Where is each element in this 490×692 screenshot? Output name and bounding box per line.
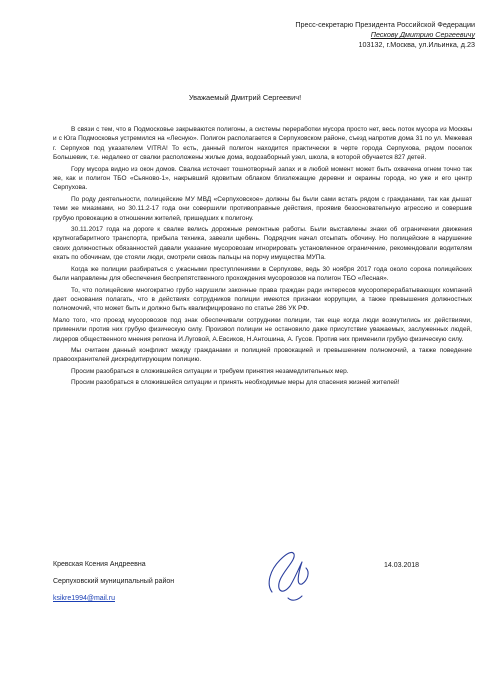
sender-email-row (53, 593, 174, 604)
addressee-address: 103132, г.Москва, ул.Ильинка, д.23 (358, 40, 475, 49)
paragraph-5: Когда же полиции разбираться с ужасными преступлениями в Серпухове, ведь 30 ноября 2017 года около сорока полицейских были направлены для обеспечения беспрепятственного прохождения мусоровозов на полигон ТБО «Лесная». (53, 265, 472, 283)
sender-block (53, 559, 174, 610)
sender-email-link[interactable]: ksikre1994@mail.ru (53, 595, 115, 602)
paragraph-9: Просим разобраться в сложившейся ситуации и требуем принятия незамедлительных мер. (71, 367, 349, 375)
paragraph-3: По роду деятельности, полицейские МУ МВД «Серпуховское» должны бы были сами встать рядом с гражданами, так как дышат теми же миазмами, но 30.11.2-17 года они совершили противоправные действия, проявив безосновательную агрессию и совершив грубую провокацию в отношении жителей, пришедших к полигону. (53, 195, 472, 222)
handwritten-signature (258, 540, 318, 610)
paragraph-2: Гору мусора видно из окон домов. Свалка источает тошнотворный запах и в любой момент может быть охвачена огнем точно так же, как и полигон ТБО «Сьяново-1», накрывший ядовитым облаком близлежащие деревни и окраины города, но уже и его центр Серпухова. (53, 165, 472, 192)
sender-name: Кревская Ксения Андреевна (53, 561, 146, 568)
letter-body (53, 125, 472, 390)
addressee-block (250, 20, 475, 50)
sender-district: Серпуховский муниципальный район (53, 578, 175, 585)
addressee-name: Пескову Дмитрию Сергеевичу (370, 30, 475, 39)
paragraph-4: 30.11.2017 года на дороге к свалке велись дорожные ремонтные работы. Были выставлены знаки об ограничении движения крупногабаритного транспорта, прибыла техника, завезли щебень. Подрядчик начал отсыпать обочину. Но полицейские в нарушение своих должностных обязанностей давали указание мусоровозам игнорировать установленное ограничение, рекомендовали водителям ехать по обочинам, где стояли люди, смотрели сквозь пальцы на порчу имущества МУПа. (53, 226, 472, 262)
paragraph-6: То, что полицейские многократно грубо нарушили законные права граждан ради интересов мусороперерабатывающих компаний дает основания полагать, что в действиях сотрудников полиции имеются признаки коррупции, а также превышения должностных полномочий, что может быть и должно быть квалифицировано по статье 286 УК РФ. (53, 286, 472, 313)
paragraph-8: Мы считаем данный конфликт между гражданами и полицией провокацией и превышением полномочий, а также поведение правоохранителей дискредитирующим полицию. (53, 346, 472, 364)
paragraph-10: Просим разобраться в сложившейся ситуации и принять необходимые меры для спасения жизней жителей! (71, 379, 400, 387)
letter-date: 14.03.2018 (384, 562, 420, 569)
greeting: Уважаемый Дмитрий Сергеевич! (188, 93, 302, 102)
paragraph-1: В связи с тем, что в Подмосковье закрываются полигоны, а системы переработки мусора просто нет, весь поток мусора из Москвы и с Юга Подмосковья устремился на «Лесную». Полигон располагается в Серпуховском районе, съезд напротив дома 31 по ул. Межевая г. Серпухов под указателем VITRA! То есть, данный полигон находится практически в черте города Серпухова, рядом поселок Большевик, т.е. недалеко от свалки расположены жилые дома, водозаборный узел, школа, в которой обучается 827 детей. (53, 126, 472, 162)
paragraph-7: Мало того, что проезд мусоровозов под знак обеспечивали сотрудники полиции, так еще когда люди возмутились их действиями, применили против них грубую физическую силу. Произвол полиции не остановило даже присутствие уважаемых, заслуженных людей, лидеров общественного мнения региона И.Луговой, А.Евсиков, Н.Антошина, А. Гусов. Против них применили грубую физическую силу. (53, 316, 472, 343)
addressee-title: Пресс-секретарю Президента Российской Федерации (295, 20, 475, 29)
